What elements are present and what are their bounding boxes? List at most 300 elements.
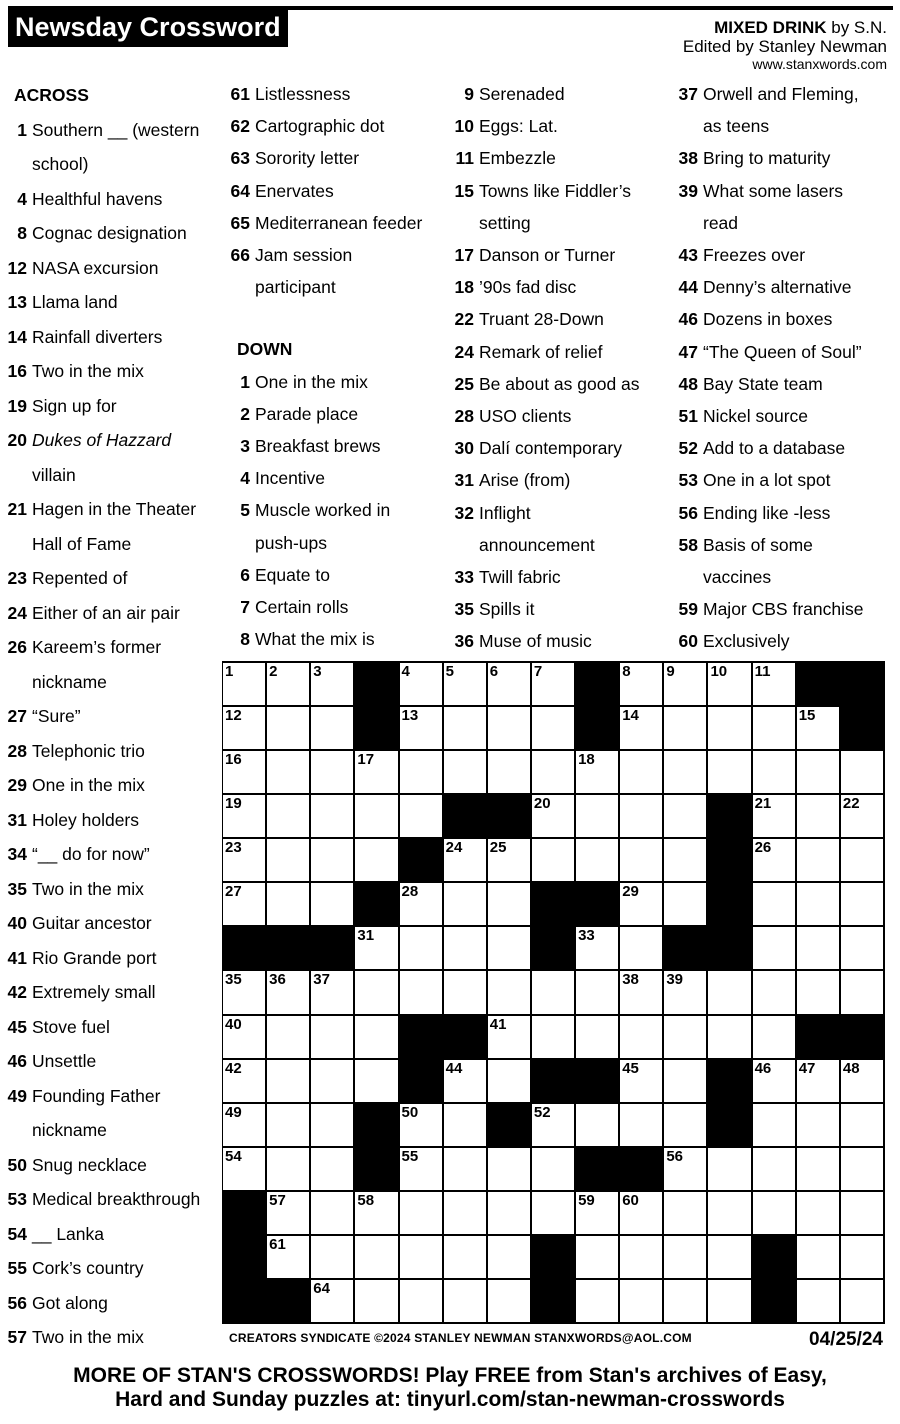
- clue-text: Certain rolls: [255, 597, 349, 618]
- grid-cell[interactable]: [267, 839, 311, 883]
- grid-cell[interactable]: [620, 1016, 664, 1060]
- grid-cell[interactable]: [488, 883, 532, 927]
- cell-number: 45: [622, 1059, 639, 1077]
- clue: [452, 561, 672, 593]
- black-square: [355, 883, 399, 927]
- grid-cell[interactable]: [797, 707, 841, 751]
- cell-number: 4: [401, 663, 410, 680]
- clue-number: 61: [230, 84, 250, 104]
- grid-cell[interactable]: [267, 1016, 311, 1060]
- grid-cell[interactable]: [841, 795, 885, 839]
- cell-number: 32: [533, 927, 551, 945]
- clue: [676, 368, 891, 400]
- grid-cell[interactable]: [488, 707, 532, 751]
- grid-cell[interactable]: [532, 751, 576, 795]
- grid-cell[interactable]: [223, 971, 267, 1015]
- clue-number: 35: [7, 878, 27, 899]
- grid-cell[interactable]: [400, 971, 444, 1015]
- grid-cell[interactable]: [355, 751, 399, 795]
- grid-cell[interactable]: [223, 795, 267, 839]
- grid-cell[interactable]: [664, 1280, 708, 1324]
- grid-cell[interactable]: [664, 1192, 708, 1236]
- clue-number: 47: [678, 341, 698, 362]
- cell-number: 16: [225, 751, 242, 769]
- grid-cell[interactable]: [664, 663, 708, 707]
- black-square: [708, 1060, 752, 1104]
- grid-cell[interactable]: [797, 1236, 841, 1280]
- grid-cell[interactable]: [576, 1192, 620, 1236]
- grid-cell[interactable]: [797, 971, 841, 1015]
- grid-cell[interactable]: [664, 839, 708, 883]
- black-square: [841, 1016, 885, 1060]
- grid-cell[interactable]: [753, 971, 797, 1015]
- grid-cell[interactable]: [311, 1280, 355, 1324]
- grid-cell[interactable]: [620, 707, 664, 751]
- clue-text: Bay State team: [703, 373, 823, 394]
- clue: [5, 1148, 217, 1183]
- clue: [5, 596, 217, 631]
- grid-cell[interactable]: [708, 971, 752, 1015]
- grid-cell[interactable]: [267, 663, 311, 707]
- grid-cell[interactable]: [664, 795, 708, 839]
- clue-text: announcement: [479, 534, 595, 555]
- grid-cell[interactable]: [708, 1148, 752, 1192]
- clue-number: 39: [678, 180, 698, 201]
- clue-text: Spills it: [479, 599, 535, 620]
- clue: [5, 389, 217, 424]
- grid-cell[interactable]: [311, 1236, 355, 1280]
- grid-cell[interactable]: [311, 839, 355, 883]
- grid-cell[interactable]: [753, 663, 797, 707]
- grid-cell[interactable]: [488, 839, 532, 883]
- grid-cell[interactable]: [400, 1148, 444, 1192]
- grid-cell[interactable]: [576, 1016, 620, 1060]
- black-square: [576, 663, 620, 707]
- clue: [5, 803, 217, 838]
- grid-cell[interactable]: [841, 839, 885, 883]
- grid-cell[interactable]: [708, 663, 752, 707]
- clue-text: ’90s fad disc: [479, 277, 577, 298]
- clue: [452, 368, 672, 400]
- clue-number: 66: [230, 245, 250, 266]
- grid-cell[interactable]: [797, 795, 841, 839]
- clue: [5, 734, 217, 769]
- cell-number: 44: [445, 1059, 463, 1077]
- grid-cell[interactable]: [620, 971, 664, 1015]
- black-square: [708, 883, 752, 927]
- grid-cell[interactable]: [576, 839, 620, 883]
- grid-cell[interactable]: [708, 1192, 752, 1236]
- clue-number: 21: [7, 499, 27, 519]
- grid-cell[interactable]: [532, 1148, 576, 1192]
- grid-cell[interactable]: [444, 1192, 488, 1236]
- black-square: [576, 1060, 620, 1104]
- grid-cell[interactable]: [532, 839, 576, 883]
- grid-cell[interactable]: [223, 1148, 267, 1192]
- grid-cell[interactable]: [311, 1148, 355, 1192]
- grid-cell[interactable]: [444, 751, 488, 795]
- grid-cell[interactable]: [753, 1060, 797, 1104]
- grid-cell[interactable]: [532, 707, 576, 751]
- grid-cell[interactable]: [797, 839, 841, 883]
- cell-number: 31: [357, 927, 375, 945]
- grid-cell[interactable]: [664, 751, 708, 795]
- black-square: [797, 1016, 841, 1060]
- clue: [676, 239, 891, 271]
- clue: [5, 975, 217, 1010]
- grid-cell[interactable]: [223, 883, 267, 927]
- clue: [228, 207, 443, 239]
- across-heading: ACROSS: [14, 85, 89, 105]
- clue: [452, 464, 672, 496]
- clue: [452, 497, 672, 561]
- grid-cell[interactable]: [841, 751, 885, 795]
- clue: [228, 398, 443, 430]
- grid-cell[interactable]: [488, 927, 532, 971]
- grid-cell[interactable]: [797, 1104, 841, 1148]
- grid-cell[interactable]: [664, 1148, 708, 1192]
- cell-number: 34: [710, 927, 728, 945]
- grid-cell[interactable]: [841, 1060, 885, 1104]
- grid-cell[interactable]: [311, 663, 355, 707]
- grid-cell[interactable]: [444, 1236, 488, 1280]
- black-square: [400, 1016, 444, 1060]
- cell-number: 52: [533, 1103, 551, 1121]
- clue-text: Guitar ancestor: [32, 913, 152, 933]
- cell-number: 57: [269, 1191, 286, 1209]
- clue-text: Founding Father: [32, 1085, 161, 1106]
- grid-cell[interactable]: [267, 751, 311, 795]
- clue-text: Snug necklace: [32, 1154, 147, 1175]
- cell-number: 36: [269, 971, 286, 989]
- promo-line: MORE OF STAN'S CROSSWORDS! Play FREE from Stan's archives of Easy,: [73, 1364, 827, 1387]
- grid-cell[interactable]: [620, 1236, 664, 1280]
- clue-number: 37: [678, 84, 698, 104]
- grid-cell[interactable]: [400, 927, 444, 971]
- clue-text: Unsettle: [32, 1051, 97, 1071]
- clue: [676, 271, 891, 303]
- grid-cell[interactable]: [267, 795, 311, 839]
- cell-number: 10: [710, 663, 728, 680]
- clue: [5, 768, 217, 803]
- grid-cell[interactable]: [841, 1280, 885, 1324]
- clue: [5, 1044, 217, 1079]
- clue-number: 44: [678, 277, 698, 298]
- grid-cell[interactable]: [753, 795, 797, 839]
- clue-text: Enervates: [255, 180, 334, 201]
- grid-cell[interactable]: [532, 1192, 576, 1236]
- grid-cell[interactable]: [311, 1104, 355, 1148]
- grid-cell[interactable]: [576, 971, 620, 1015]
- clue-number: 12: [7, 257, 27, 278]
- grid-cell[interactable]: [444, 1104, 488, 1148]
- grid-cell[interactable]: [444, 971, 488, 1015]
- cell-number: 22: [842, 795, 860, 813]
- clue-text: Serenaded: [479, 84, 565, 104]
- grid-cell[interactable]: [797, 927, 841, 971]
- grid-cell[interactable]: [841, 1236, 885, 1280]
- clue: [228, 142, 443, 174]
- grid-cell[interactable]: [311, 971, 355, 1015]
- grid-cell[interactable]: [664, 1236, 708, 1280]
- grid-cell[interactable]: [400, 751, 444, 795]
- grid-cell[interactable]: [267, 971, 311, 1015]
- grid-cell[interactable]: [797, 1148, 841, 1192]
- grid-cell[interactable]: [400, 883, 444, 927]
- clue-number: 32: [454, 502, 474, 523]
- clue: [5, 1010, 217, 1045]
- grid-cell[interactable]: [400, 1236, 444, 1280]
- grid-cell[interactable]: [620, 839, 664, 883]
- clue: [5, 906, 217, 941]
- grid-cell[interactable]: [488, 1148, 532, 1192]
- grid-cell[interactable]: [708, 1016, 752, 1060]
- clue: [5, 941, 217, 976]
- byline: [683, 18, 887, 73]
- clue: [452, 400, 672, 432]
- clue: [452, 303, 672, 335]
- clue: [452, 625, 672, 657]
- grid-cell[interactable]: [753, 707, 797, 751]
- grid-cell[interactable]: [444, 1060, 488, 1104]
- cell-number: 55: [401, 1147, 419, 1165]
- grid-cell[interactable]: [532, 795, 576, 839]
- clue-column-1: [5, 78, 217, 1355]
- grid-cell[interactable]: [355, 1280, 399, 1324]
- grid-cell[interactable]: [355, 971, 399, 1015]
- grid-cell[interactable]: [488, 1236, 532, 1280]
- grid-cell[interactable]: [267, 1060, 311, 1104]
- cell-number: 23: [225, 839, 242, 857]
- grid-cell[interactable]: [532, 663, 576, 707]
- grid-cell[interactable]: [355, 927, 399, 971]
- grid-cell[interactable]: [488, 1280, 532, 1324]
- black-square: [532, 927, 576, 971]
- grid-cell[interactable]: [708, 707, 752, 751]
- cell-number: 43: [401, 1059, 419, 1077]
- grid-cell[interactable]: [620, 883, 664, 927]
- grid-cell[interactable]: [488, 663, 532, 707]
- grid-cell[interactable]: [841, 927, 885, 971]
- cell-number: 2: [269, 663, 278, 680]
- grid-cell[interactable]: [708, 1236, 752, 1280]
- black-square: [267, 927, 311, 971]
- grid-cell[interactable]: [797, 1192, 841, 1236]
- grid-cell[interactable]: [576, 927, 620, 971]
- cell-number: 47: [798, 1059, 816, 1077]
- grid-cell[interactable]: [797, 751, 841, 795]
- grid-cell[interactable]: [488, 1016, 532, 1060]
- black-square: [444, 1016, 488, 1060]
- grid-cell[interactable]: [400, 1104, 444, 1148]
- grid-cell[interactable]: [620, 1060, 664, 1104]
- cell-number: 5: [445, 663, 454, 680]
- clue-text: nickname: [32, 1120, 107, 1140]
- clue-number: 40: [7, 913, 27, 933]
- grid-cell[interactable]: [841, 1192, 885, 1236]
- clue-text: “The Queen of Soul”: [703, 341, 862, 362]
- grid-cell[interactable]: [355, 839, 399, 883]
- clue: [676, 336, 891, 368]
- cell-number: 62: [533, 1235, 551, 1253]
- grid-cell[interactable]: [797, 1060, 841, 1104]
- grid-cell[interactable]: [223, 839, 267, 883]
- clue-text: as teens: [703, 116, 770, 137]
- clue-text: “__ do for now”: [32, 844, 150, 864]
- clue: [5, 216, 217, 251]
- clue: [5, 1286, 217, 1321]
- clue: [452, 336, 672, 368]
- grid-cell[interactable]: [664, 1016, 708, 1060]
- grid-cell[interactable]: [400, 1192, 444, 1236]
- grid-cell[interactable]: [664, 971, 708, 1015]
- grid-cell[interactable]: [532, 1104, 576, 1148]
- grid-cell[interactable]: [223, 751, 267, 795]
- clue-text: Cork’s country: [32, 1258, 144, 1278]
- cell-number: 8: [622, 663, 631, 680]
- clue: [452, 175, 672, 239]
- grid-cell[interactable]: [400, 663, 444, 707]
- clue-text: Mediterranean feeder: [255, 212, 423, 233]
- grid-cell[interactable]: [664, 707, 708, 751]
- clue-number: 28: [454, 406, 474, 427]
- grid-cell[interactable]: [444, 663, 488, 707]
- grid-cell[interactable]: [753, 839, 797, 883]
- clue-text: Kareem’s former: [32, 637, 162, 657]
- grid-cell[interactable]: [444, 707, 488, 751]
- grid-cell[interactable]: [444, 839, 488, 883]
- grid-cell[interactable]: [620, 927, 664, 971]
- grid-cell[interactable]: [841, 1104, 885, 1148]
- clue-text: Rio Grande port: [32, 947, 157, 968]
- grid-cell[interactable]: [311, 1060, 355, 1104]
- grid-cell[interactable]: [267, 707, 311, 751]
- grid-cell[interactable]: [444, 1280, 488, 1324]
- grid-cell[interactable]: [664, 1060, 708, 1104]
- grid-cell[interactable]: [620, 795, 664, 839]
- cell-number: 66: [754, 1279, 772, 1297]
- clue-number: 49: [7, 1085, 27, 1106]
- grid-cell[interactable]: [532, 1016, 576, 1060]
- grid-cell[interactable]: [444, 1148, 488, 1192]
- cell-number: 25: [489, 839, 507, 857]
- black-square: [400, 839, 444, 883]
- grid-cell[interactable]: [267, 1236, 311, 1280]
- grid-cell[interactable]: [576, 795, 620, 839]
- grid-cell[interactable]: [753, 751, 797, 795]
- grid-cell[interactable]: [400, 707, 444, 751]
- clue-text: villain: [32, 464, 76, 485]
- grid-cell[interactable]: [620, 663, 664, 707]
- clue: [676, 464, 891, 496]
- grid-cell[interactable]: [223, 1104, 267, 1148]
- grid-cell[interactable]: [841, 1148, 885, 1192]
- grid-cell[interactable]: [223, 1060, 267, 1104]
- clue: [676, 625, 891, 657]
- grid-cell[interactable]: [488, 1192, 532, 1236]
- clue: [5, 630, 217, 699]
- grid-cell[interactable]: [708, 751, 752, 795]
- grid-cell[interactable]: [576, 1104, 620, 1148]
- grid-cell[interactable]: [576, 1280, 620, 1324]
- black-square: [267, 1280, 311, 1324]
- grid-cell[interactable]: [620, 1280, 664, 1324]
- grid-cell[interactable]: [488, 751, 532, 795]
- clue-number: 19: [7, 395, 27, 416]
- grid-cell[interactable]: [311, 795, 355, 839]
- grid-cell[interactable]: [267, 1148, 311, 1192]
- grid-cell[interactable]: [576, 1236, 620, 1280]
- cell-number: 63: [754, 1235, 772, 1253]
- grid-cell[interactable]: [753, 1148, 797, 1192]
- grid-cell[interactable]: [267, 1192, 311, 1236]
- grid-cell[interactable]: [355, 1016, 399, 1060]
- grid-cell[interactable]: [488, 971, 532, 1015]
- clue-text: Hagen in the Theater: [32, 499, 197, 519]
- grid-cell[interactable]: [753, 1016, 797, 1060]
- grid-cell[interactable]: [797, 1280, 841, 1324]
- grid-cell[interactable]: [841, 971, 885, 1015]
- grid-cell[interactable]: [708, 1280, 752, 1324]
- grid-cell[interactable]: [620, 1104, 664, 1148]
- grid-cell[interactable]: [753, 883, 797, 927]
- grid-cell[interactable]: [488, 1060, 532, 1104]
- grid-cell[interactable]: [223, 663, 267, 707]
- grid-cell[interactable]: [355, 795, 399, 839]
- grid-cell[interactable]: [841, 883, 885, 927]
- grid-cell[interactable]: [797, 883, 841, 927]
- clue: [228, 430, 443, 462]
- clue-number: 65: [230, 212, 250, 233]
- cell-number: 56: [666, 1147, 684, 1165]
- grid-cell[interactable]: [311, 751, 355, 795]
- grid-cell[interactable]: [223, 1016, 267, 1060]
- grid-cell[interactable]: [400, 795, 444, 839]
- grid-cell[interactable]: [753, 1192, 797, 1236]
- grid-cell[interactable]: [311, 883, 355, 927]
- grid-cell[interactable]: [223, 707, 267, 751]
- grid-cell[interactable]: [311, 1016, 355, 1060]
- grid-cell[interactable]: [664, 1104, 708, 1148]
- grid-cell[interactable]: [620, 751, 664, 795]
- grid-cell[interactable]: [620, 1192, 664, 1236]
- grid-cell[interactable]: [267, 1104, 311, 1148]
- clue: [228, 462, 443, 494]
- clue: [5, 872, 217, 907]
- clue-text: Denny’s alternative: [703, 277, 852, 298]
- grid-cell[interactable]: [355, 1060, 399, 1104]
- grid-cell[interactable]: [753, 1104, 797, 1148]
- grid-cell[interactable]: [576, 751, 620, 795]
- grid-cell[interactable]: [355, 1192, 399, 1236]
- grid-cell[interactable]: [311, 707, 355, 751]
- clue-text: setting: [479, 212, 531, 233]
- cell-number: 19: [225, 795, 242, 813]
- grid-cell[interactable]: [444, 883, 488, 927]
- grid-cell[interactable]: [444, 927, 488, 971]
- grid-cell[interactable]: [532, 971, 576, 1015]
- grid-cell[interactable]: [753, 927, 797, 971]
- clue: [228, 494, 443, 558]
- clue-number: 57: [7, 1327, 27, 1347]
- clue-number: 1: [17, 119, 27, 140]
- clue-number: 29: [7, 775, 27, 795]
- grid-cell[interactable]: [311, 1192, 355, 1236]
- grid-cell[interactable]: [400, 1280, 444, 1324]
- grid-cell[interactable]: [355, 1236, 399, 1280]
- grid-cell[interactable]: [267, 883, 311, 927]
- grid-cell[interactable]: [664, 883, 708, 927]
